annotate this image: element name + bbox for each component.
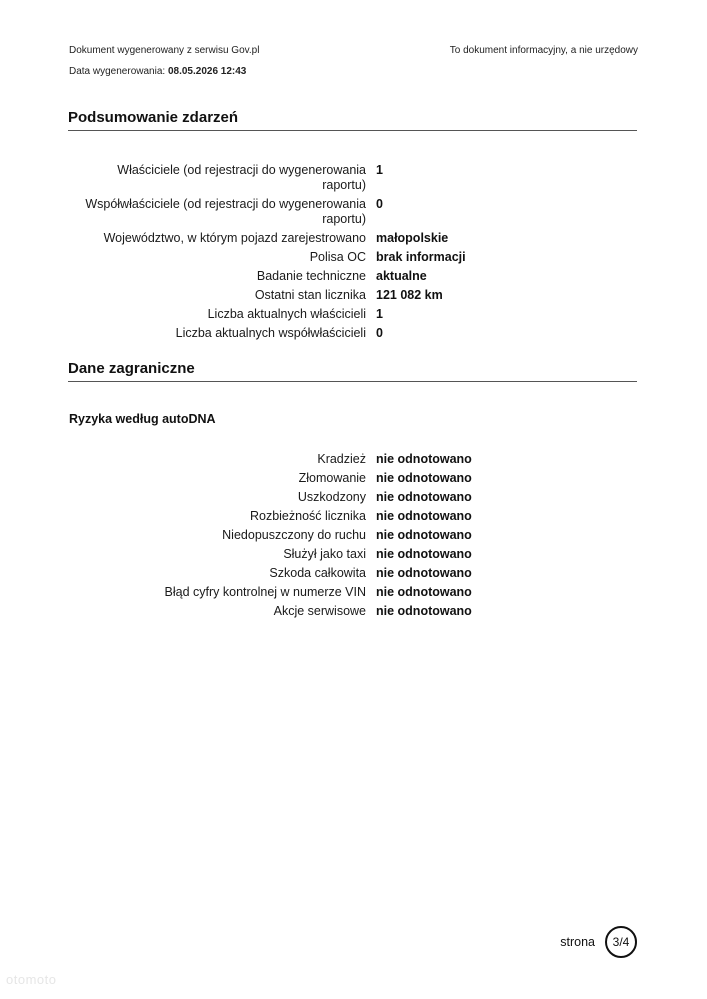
row-label: Uszkodzony	[297, 490, 366, 504]
row-label: Właściciele (od rejestracji do wygenerowania raportu)	[117, 163, 366, 192]
table-row	[0, 509, 707, 524]
row-value: nie odnotowano	[376, 585, 472, 599]
foreign-subtitle: Ryzyka według autoDNA	[69, 412, 216, 426]
table-row	[0, 490, 707, 505]
row-label: Rozbieżność licznika	[249, 509, 366, 523]
row-label: Błąd cyfry kontrolnej w numerze VIN	[164, 585, 366, 599]
table-row	[0, 585, 707, 600]
table-row	[0, 288, 707, 303]
row-label: Liczba aktualnych właścicieli	[207, 307, 366, 321]
row-value: 0	[376, 197, 383, 211]
date-value: 08.05.2026 12:43	[167, 66, 247, 77]
date-label: Data wygenerowania:	[69, 66, 166, 77]
row-value: 0	[376, 326, 383, 340]
table-row	[0, 604, 707, 619]
row-value: nie odnotowano	[376, 566, 472, 580]
table-row	[0, 471, 707, 486]
table-row	[0, 326, 707, 341]
row-value: 1	[376, 163, 383, 177]
row-label: Służył jako taxi	[283, 547, 366, 561]
page-number-badge: 3/4	[605, 926, 637, 958]
table-row	[0, 197, 707, 227]
watermark: otomoto	[6, 972, 57, 987]
page-label: strona	[560, 935, 595, 949]
row-label: Ostatni stan licznika	[254, 288, 366, 302]
row-label: Województwo, w którym pojazd zarejestrowano	[103, 231, 366, 245]
source-line: Dokument wygenerowany z serwisu Gov.pl	[69, 45, 260, 56]
row-value: nie odnotowano	[376, 452, 472, 466]
summary-table	[0, 163, 707, 345]
table-row	[0, 250, 707, 265]
row-label: Kradzież	[317, 452, 366, 466]
row-value: brak informacji	[376, 250, 466, 264]
header-source	[69, 40, 259, 82]
table-row	[0, 269, 707, 284]
table-row	[0, 231, 707, 246]
row-label: Liczba aktualnych współwłaścicieli	[175, 326, 366, 340]
foreign-risk-table	[0, 452, 707, 623]
table-row	[0, 528, 707, 543]
row-value: aktualne	[376, 269, 427, 283]
table-row	[0, 307, 707, 322]
header-disclaimer: To dokument informacyjny, a nie urzędowy	[449, 45, 638, 56]
row-label: Szkoda całkowita	[269, 566, 366, 580]
row-value: nie odnotowano	[376, 471, 472, 485]
page-footer	[560, 926, 637, 958]
row-value: nie odnotowano	[376, 490, 472, 504]
row-value: 1	[376, 307, 383, 321]
row-value: nie odnotowano	[376, 604, 472, 618]
table-row	[0, 163, 707, 193]
row-label: Akcje serwisowe	[273, 604, 366, 618]
row-value: nie odnotowano	[376, 509, 472, 523]
generation-date	[69, 61, 259, 82]
row-label: Badanie techniczne	[256, 269, 366, 283]
table-row	[0, 566, 707, 581]
summary-section-title: Podsumowanie zdarzeń	[68, 108, 637, 131]
table-row	[0, 452, 707, 467]
row-label: Niedopuszczony do ruchu	[222, 528, 366, 542]
row-value: małopolskie	[376, 231, 449, 245]
row-value: nie odnotowano	[376, 528, 472, 542]
table-row	[0, 547, 707, 562]
row-value: nie odnotowano	[376, 547, 472, 561]
row-label: Polisa OC	[309, 250, 366, 264]
row-value: 121 082 km	[376, 288, 443, 302]
foreign-section-title: Dane zagraniczne	[68, 359, 637, 382]
row-label: Złomowanie	[298, 471, 366, 485]
row-label: Współwłaściciele (od rejestracji do wygenerowania raportu)	[85, 197, 366, 226]
